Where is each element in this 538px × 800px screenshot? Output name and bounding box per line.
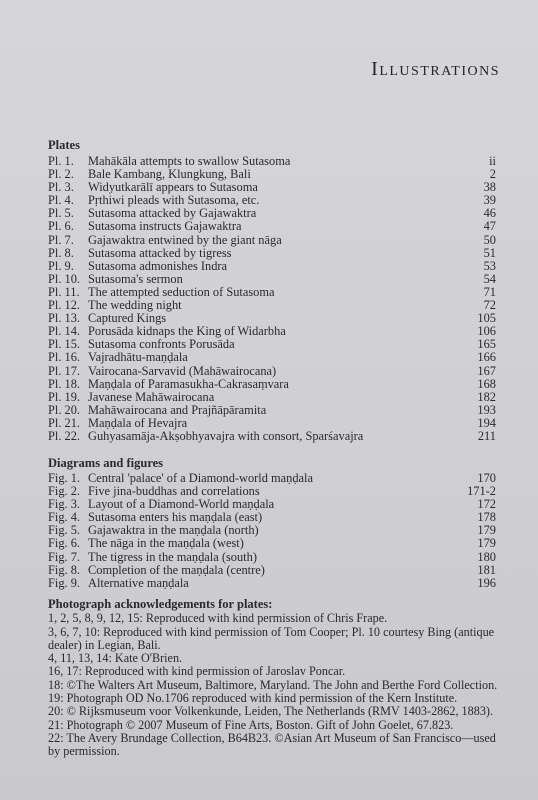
plate-entry-page: 193 (477, 402, 496, 417)
plate-entry (48, 260, 496, 273)
figure-entry-page: 181 (477, 562, 496, 577)
plate-entry-num: Pl. 3. (48, 180, 74, 195)
figure-entry (48, 537, 496, 550)
ack-entry: 1, 2, 5, 8, 9, 12, 15: Reproduced with kind permission of Chris Frape. (48, 611, 388, 626)
ack-entry: 4, 11, 13, 14: Kate O'Brien. (48, 651, 183, 666)
plate-entry-caption: Pṛthiwi pleads with Sutasoma, etc. (88, 194, 260, 208)
plate-entry-num: Pl. 1. (48, 154, 74, 168)
plate-entry-page: 50 (483, 232, 496, 247)
ack-entry: 20: © Rijksmuseum voor Volkenkunde, Leiden, The Netherlands (RMV 1403-2862, 1883). (48, 704, 494, 719)
plate-entry (48, 430, 496, 443)
plate-entry-caption: Maṇḍala of Hevajra (88, 416, 188, 430)
plate-entry-caption: Gajawaktra entwined by the giant nāga (88, 233, 282, 247)
figure-entry-page: 172 (477, 497, 496, 512)
diagrams-heading: Diagrams and figures (48, 456, 164, 470)
ack-entry: 22: The Avery Brundage Collection, B64B23. ©Asian Art Museum of San Francisco—used by permission. (48, 730, 496, 759)
plate-entry-caption: Sutasoma instructs Gajawaktra (88, 220, 242, 234)
figure-entry-num: Fig. 5. (48, 523, 81, 538)
figure-entry-caption: The nāga in the maṇḍala (west) (88, 537, 244, 551)
plate-entry-page: ii (489, 154, 496, 168)
plate-entry (48, 417, 496, 430)
plate-entry (48, 365, 496, 378)
plate-entry (48, 234, 496, 247)
plate-entry (48, 181, 496, 194)
figure-entry-page: 178 (477, 510, 496, 525)
plate-entry-caption: Bale Kambang, Klungkung, Bali (88, 168, 251, 182)
ack-entry: 16, 17: Reproduced with kind permission of Jaroslav Poncar. (48, 664, 346, 679)
plate-entry-caption: The wedding night (88, 299, 182, 313)
plate-entry-caption: Mahākāla attempts to swallow Sutasoma (88, 155, 291, 168)
plate-entry-num: Pl. 7. (48, 232, 74, 247)
plate-entry (48, 391, 496, 404)
plate-entry (48, 378, 496, 391)
plates-list (48, 155, 496, 443)
figure-entry (48, 577, 496, 590)
plate-entry-num: Pl. 6. (48, 219, 74, 234)
plate-entry-page: 194 (477, 415, 496, 430)
plate-entry-caption: Sutasoma admonishes Indra (88, 259, 228, 273)
plate-entry-num: Pl. 13. (48, 311, 81, 326)
figure-entry (48, 472, 496, 485)
figure-entry-caption: Layout of a Diamond-World maṇḍala (88, 498, 275, 512)
acknowledgements (48, 598, 504, 759)
figure-entry-caption: Sutasoma enters his maṇḍala (east) (88, 511, 263, 525)
figure-entry-page: 179 (477, 523, 496, 538)
figure-entry-page: 179 (477, 536, 496, 551)
plate-entry-page: 53 (483, 258, 496, 273)
plate-entry-num: Pl. 8. (48, 245, 74, 260)
plate-entry (48, 194, 496, 207)
ack-heading: Photograph acknowledgements for plates: (48, 597, 273, 611)
plate-entry (48, 299, 496, 312)
plate-entry-num: Pl. 17. (48, 363, 81, 378)
plate-entry (48, 338, 496, 351)
plate-entry-page: 168 (477, 376, 496, 391)
plate-entry-page: 105 (477, 311, 496, 326)
figure-entry (48, 551, 496, 564)
plate-entry-num: Pl. 20. (48, 402, 81, 417)
plate-entry (48, 404, 496, 417)
plate-entry-num: Pl. 10. (48, 271, 81, 286)
plate-entry-page: 46 (483, 206, 496, 221)
figure-entry (48, 511, 496, 524)
figure-entry-num: Fig. 7. (48, 549, 81, 564)
figure-entry-caption: Gajawaktra in the maṇḍala (north) (88, 524, 259, 538)
figure-entry-num: Fig. 1. (48, 471, 81, 485)
plate-entry-page: 165 (477, 337, 496, 352)
plate-entry-page: 54 (483, 271, 496, 286)
plate-entry-page: 72 (483, 298, 496, 313)
plate-entry (48, 273, 496, 286)
figure-entry (48, 485, 496, 498)
plate-entry (48, 312, 496, 325)
figure-entry-num: Fig. 3. (48, 497, 81, 512)
plate-entry-page: 2 (489, 167, 496, 182)
page-title: Illustrations (371, 58, 500, 80)
plate-entry-num: Pl. 4. (48, 193, 74, 208)
plate-entry-caption: Sutasoma confronts Porusāda (88, 338, 235, 352)
plate-entry-page: 106 (477, 324, 496, 339)
figure-entry-caption: Completion of the maṇḍala (centre) (88, 563, 265, 577)
figure-entry (48, 524, 496, 537)
plate-entry-caption: Maṇḍala of Paramasukha-Cakrasaṃvara (88, 377, 289, 391)
plate-entry-page: 167 (477, 363, 496, 378)
figures-list (48, 472, 496, 590)
plate-entry-page: 211 (477, 428, 496, 443)
plate-entry-caption: Sutasoma attacked by Gajawaktra (88, 207, 257, 221)
plate-entry-num: Pl. 5. (48, 206, 74, 221)
figure-entry-page: 196 (477, 575, 496, 590)
plate-entry-caption: Porusāda kidnaps the King of Widarbha (88, 325, 286, 339)
ack-entry: 19: Photograph OD No.1706 reproduced with kind permission of the Kern Institute. (48, 691, 458, 706)
figure-entry-caption: Central 'palace' of a Diamond-world maṇḍala (88, 472, 313, 485)
figure-entry-page: 170 (477, 471, 496, 485)
figure-entry-num: Fig. 6. (48, 536, 81, 551)
plate-entry-caption: Widyutkarālī appears to Sutasoma (88, 181, 258, 195)
plate-entry-page: 166 (477, 350, 496, 365)
plate-entry (48, 247, 496, 260)
figure-entry (48, 564, 496, 577)
plate-entry-caption: Mahāwairocana and Prajñāpāramita (88, 403, 267, 417)
plate-entry-num: Pl. 18. (48, 376, 81, 391)
plate-entry-num: Pl. 19. (48, 389, 81, 404)
plate-entry-num: Pl. 14. (48, 324, 81, 339)
plate-entry-caption: Captured Kings (88, 312, 167, 326)
figure-entry (48, 498, 496, 511)
plate-entry-num: Pl. 22. (48, 428, 81, 443)
plate-entry-num: Pl. 9. (48, 258, 74, 273)
figure-entry-num: Fig. 9. (48, 575, 81, 590)
plate-entry-page: 71 (483, 284, 496, 299)
plate-entry (48, 325, 496, 338)
ack-entry: 18: ©The Walters Art Museum, Baltimore, Maryland. The John and Berthe Ford Collection. (48, 677, 498, 692)
plates-heading: Plates (48, 138, 80, 152)
figure-entry-caption: The tigress in the maṇḍala (south) (88, 550, 257, 564)
figure-entry-num: Fig. 8. (48, 562, 81, 577)
plate-entry-num: Pl. 11. (48, 284, 80, 299)
plate-entry-caption: Vajradhātu-maṇḍala (88, 351, 188, 365)
plate-entry-page: 51 (483, 245, 496, 260)
plate-entry-caption: Sutasoma's sermon (88, 272, 183, 286)
plate-entry (48, 207, 496, 220)
figure-entry-caption: Five jina-buddhas and correlations (88, 485, 260, 499)
plate-entry (48, 351, 496, 364)
ack-list (48, 612, 504, 758)
plate-entry (48, 286, 496, 299)
ack-entry: 21: Photograph © 2007 Museum of Fine Arts, Boston. Gift of John Goelet, 67.823. (48, 717, 454, 732)
plate-entry-num: Pl. 15. (48, 337, 81, 352)
plate-entry-num: Pl. 12. (48, 298, 81, 313)
plate-entry-caption: Vairocana-Sarvavid (Mahāwairocana) (88, 364, 277, 378)
figure-entry-num: Fig. 4. (48, 510, 81, 525)
plate-entry-caption: The attempted seduction of Sutasoma (88, 285, 275, 299)
plate-entry-num: Pl. 2. (48, 167, 74, 182)
plate-entry-page: 39 (483, 193, 496, 208)
plate-entry-num: Pl. 21. (48, 415, 81, 430)
figure-entry-num: Fig. 2. (48, 484, 81, 499)
figure-entry-page: 180 (477, 549, 496, 564)
plate-entry (48, 168, 496, 181)
plate-entry-page: 47 (483, 219, 496, 234)
plate-entry-page: 38 (483, 180, 496, 195)
plate-entry (48, 155, 496, 168)
plate-entry-caption: Guhyasamāja-Akṣobhyavajra with consort, Sparśavajra (88, 429, 364, 443)
figure-entry-caption: Alternative maṇḍala (88, 576, 189, 590)
ack-entry: 3, 6, 7, 10: Reproduced with kind permission of Tom Cooper; Pl. 10 courtesy Bing (antique dealer) in Legian, Bali. (48, 624, 495, 652)
plate-entry-num: Pl. 16. (48, 350, 81, 365)
figure-entry-page: 171-2 (467, 484, 496, 499)
plate-entry-page: 182 (477, 389, 496, 404)
plate-entry-caption: Javanese Mahāwairocana (88, 390, 215, 404)
plate-entry (48, 220, 496, 233)
plate-entry-caption: Sutasoma attacked by tigress (88, 246, 232, 260)
